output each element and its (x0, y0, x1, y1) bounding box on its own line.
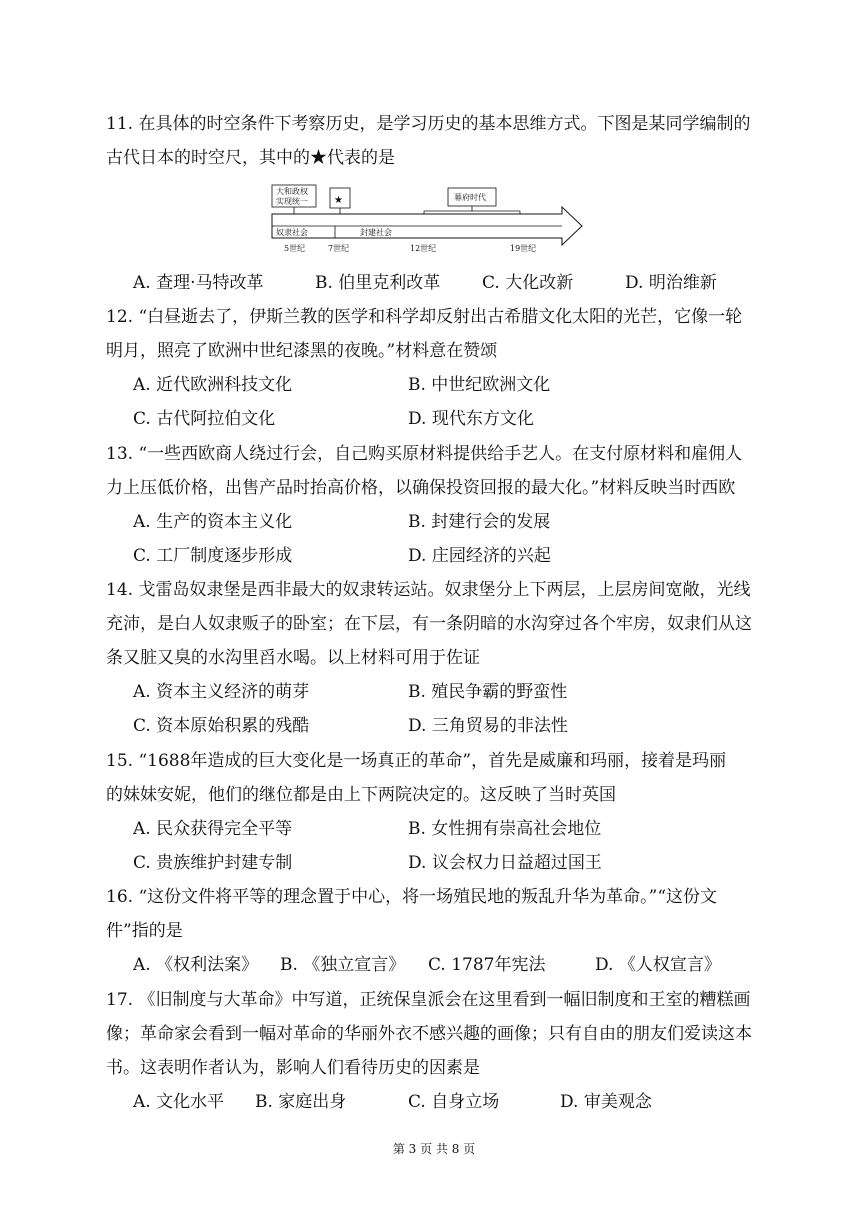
q15-option-a: A. 民众获得完全平等 (133, 819, 293, 839)
q16-option-b: B. 《独立宣言》 (280, 955, 406, 975)
q11-line-2: 古代日本的时空尺，其中的★代表的是 (106, 148, 395, 168)
q17-option-c: C. 自身立场 (408, 1092, 500, 1112)
yamato-line-1: 大和政权 (276, 187, 308, 196)
q11-option-a: A. 查理·马特改革 (133, 273, 264, 293)
page-footer: 第 3 页 共 8 页 (392, 1142, 476, 1156)
feudal-society-label: 封建社会 (360, 228, 392, 237)
q14-line-3: 条又脏又臭的水沟里舀水喝。以上材料可用于佐证 (106, 648, 480, 668)
yamato-line-2: 实现统一 (276, 197, 308, 206)
q11-option-d: D. 明治维新 (625, 273, 717, 293)
q16-line-1: 16. “这份文件将平等的理念置于中心，将一场殖民地的叛乱升华为革命。”“这份文 (106, 887, 718, 907)
q12-line-1: 12. “白昼逝去了，伊斯兰教的医学和科学却反射出古希腊文化太阳的光芒，它像一轮 (106, 307, 743, 327)
q14-line-2: 充沛，是白人奴隶贩子的卧室；在下层，有一条阴暗的水沟穿过各个牢房，奴隶们从这 (106, 614, 752, 634)
q12-option-b: B. 中世纪欧洲文化 (408, 375, 551, 395)
slave-society-label: 奴隶社会 (276, 228, 308, 237)
q16-option-c: C. 1787年宪法 (428, 955, 546, 975)
q13-line-1: 13. “一些西欧商人绕过行会，自己购买原材料提供给手艺人。在支付原材料和雇佣人 (106, 444, 743, 464)
q15-line-1: 15. “1688年造成的巨大变化是一场真正的革命”，首先是威廉和玛丽，接着是玛丽 (106, 751, 727, 771)
q12-line-2: 明月，照亮了欧洲中世纪漆黑的夜晚。”材料意在赞颂 (106, 341, 498, 361)
q15-option-c: C. 贵族维护封建专制 (133, 853, 293, 873)
q13-line-2: 力上压低价格，出售产品时抬高价格，以确保投资回报的最大化。”材料反映当时西欧 (106, 478, 736, 498)
tick-19th-century: 19世纪 (510, 244, 537, 253)
shogunate-label: 幕府时代 (454, 193, 486, 202)
q16-line-2: 件”指的是 (106, 921, 183, 941)
tick-5th-century: 5世纪 (284, 244, 306, 253)
q11-line-1: 11. 在具体的时空条件下考察历史，是学习历史的基本思维方式。下图是某同学编制的 (106, 114, 751, 134)
q12-option-d: D. 现代东方文化 (408, 409, 534, 429)
q14-option-a: A. 资本主义经济的萌芽 (133, 682, 310, 702)
q15-line-2: 的妹妹安妮，他们的继位都是由上下两院决定的。这反映了当时英国 (106, 785, 616, 805)
q11-option-b: B. 伯里克利改革 (315, 273, 441, 293)
q14-option-c: C. 资本原始积累的残酷 (133, 716, 310, 736)
q17-line-3: 书。这表明作者认为，影响人们看待历史的因素是 (106, 1058, 480, 1078)
q13-option-b: B. 封建行会的发展 (408, 512, 551, 532)
q17-option-a: A. 文化水平 (133, 1092, 225, 1112)
star-icon: ★ (334, 195, 343, 206)
tick-7th-century: 7世纪 (328, 244, 350, 253)
q13-option-c: C. 工厂制度逐步形成 (133, 546, 293, 566)
q13-option-a: A. 生产的资本主义化 (133, 512, 293, 532)
q16-option-d: D. 《人权宣言》 (595, 955, 721, 975)
q14-option-b: B. 殖民争霸的野蛮性 (408, 682, 568, 702)
q12-option-a: A. 近代欧洲科技文化 (133, 375, 293, 395)
q15-option-b: B. 女性拥有崇高社会地位 (408, 819, 602, 839)
q17-line-1: 17. 《旧制度与大革命》中写道，正统保皇派会在这里看到一幅旧制度和王室的糟糕画 (106, 990, 751, 1010)
q17-option-d: D. 审美观念 (560, 1092, 652, 1112)
q15-option-d: D. 议会权力日益超过国王 (408, 853, 602, 873)
q14-line-1: 14. 戈雷岛奴隶堡是西非最大的奴隶转运站。奴隶堡分上下两层，上层房间宽敞，光线 (106, 580, 751, 600)
q11-option-c: C. 大化改新 (482, 273, 574, 293)
q17-option-b: B. 家庭出身 (255, 1092, 347, 1112)
q12-option-c: C. 古代阿拉伯文化 (133, 409, 276, 429)
q14-option-d: D. 三角贸易的非法性 (408, 716, 568, 736)
q13-option-d: D. 庄园经济的兴起 (408, 546, 551, 566)
q16-option-a: A. 《权利法案》 (133, 955, 259, 975)
q17-line-2: 像；革命家会看到一幅对革命的华丽外衣不感兴趣的画像；只有自由的朋友们爱读这本 (106, 1024, 752, 1044)
japan-timeline-diagram (0, 185, 868, 253)
tick-12th-century: 12世纪 (410, 244, 437, 253)
